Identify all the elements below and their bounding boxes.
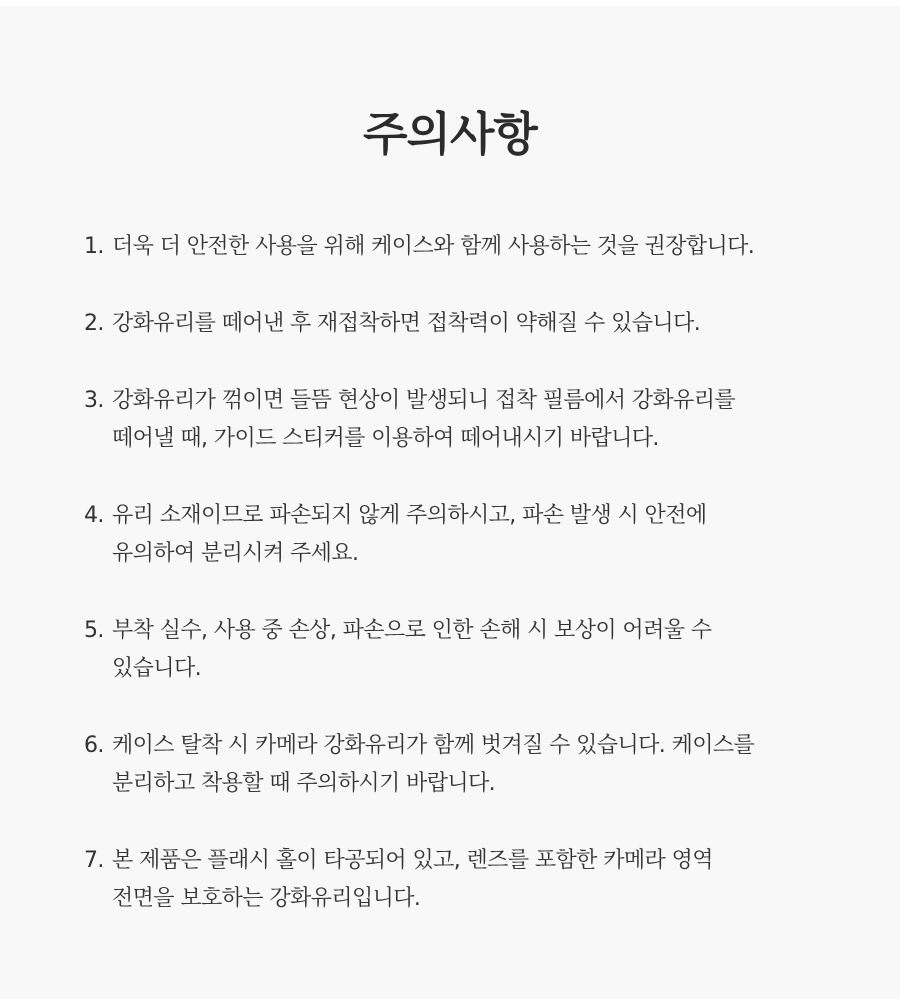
notice-line: 유의하여 분리시켜 주세요.	[112, 541, 359, 566]
notice-number: 6.	[84, 733, 104, 758]
notice-line: 본 제품은 플래시 홀이 타공되어 있고, 렌즈를 포함한 카메라 영역	[112, 848, 713, 873]
page-title: 주의사항	[363, 107, 537, 161]
notice-text	[112, 305, 824, 343]
notice-line: 있습니다.	[112, 656, 202, 681]
notice-line: 강화유리가 꺾이면 들뜸 현상이 발생되니 접착 필름에서 강화유리를	[112, 388, 736, 413]
notice-number: 5.	[84, 618, 104, 643]
notice-item-5	[84, 612, 824, 688]
notice-item-7	[84, 842, 824, 918]
notice-number: 1.	[84, 234, 104, 259]
notice-item-3	[84, 382, 824, 458]
notice-text	[112, 382, 824, 458]
notice-line: 강화유리를 떼어낸 후 재접착하면 접착력이 약해질 수 있습니다.	[112, 311, 701, 336]
notice-text	[112, 842, 824, 918]
notice-item-6	[84, 727, 824, 803]
notice-list	[84, 228, 824, 957]
notice-text	[112, 612, 824, 688]
notice-text	[112, 727, 824, 803]
notice-text	[112, 497, 824, 573]
notice-item-1	[84, 228, 824, 266]
notice-number: 3.	[84, 388, 104, 413]
notice-panel	[0, 6, 900, 999]
notice-number: 4.	[84, 503, 104, 528]
notice-line: 케이스 탈착 시 카메라 강화유리가 함께 벗겨질 수 있습니다. 케이스를	[112, 733, 755, 758]
notice-text	[112, 228, 824, 266]
notice-line: 전면을 보호하는 강화유리입니다.	[112, 886, 421, 911]
notice-line: 더욱 더 안전한 사용을 위해 케이스와 함께 사용하는 것을 권장합니다.	[112, 234, 755, 259]
notice-item-4	[84, 497, 824, 573]
notice-line: 떼어낼 때, 가이드 스티커를 이용하여 떼어내시기 바랍니다.	[112, 426, 659, 451]
notice-number: 2.	[84, 311, 104, 336]
notice-item-2	[84, 305, 824, 343]
notice-number: 7.	[84, 848, 104, 873]
notice-line: 분리하고 착용할 때 주의하시기 바랍니다.	[112, 771, 496, 796]
notice-line: 부착 실수, 사용 중 손상, 파손으로 인한 손해 시 보상이 어려울 수	[112, 618, 712, 643]
notice-line: 유리 소재이므로 파손되지 않게 주의하시고, 파손 발생 시 안전에	[112, 503, 707, 528]
